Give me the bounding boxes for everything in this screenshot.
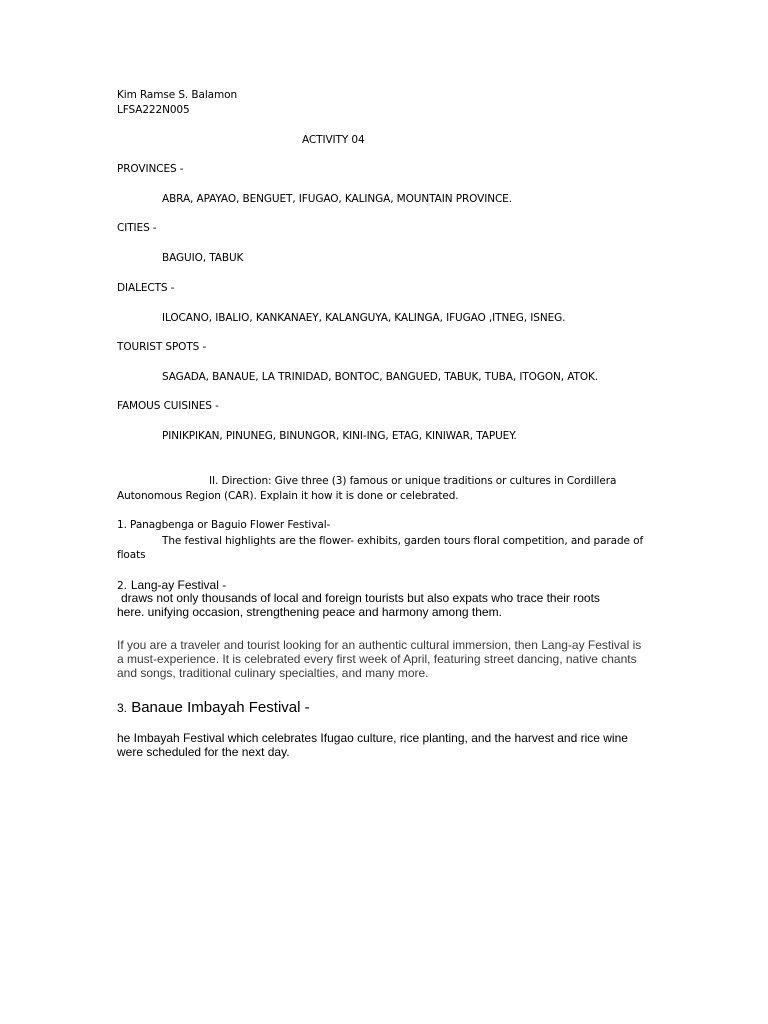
festival-2-heading: Lang-ay Festival - (130, 578, 227, 592)
cities-value: BAGUIO, TABUK (162, 252, 244, 264)
direction-line-2: Autonomous Region (CAR). Explain it how it is done or celebrated. (117, 490, 459, 502)
activity-title: ACTIVITY 04 (302, 134, 365, 146)
festival-3-line-2: were scheduled for the next day. (117, 745, 290, 759)
festival-1-line-2: floats (117, 549, 146, 561)
author-name: Kim Ramse S. Balamon (117, 89, 238, 101)
festival-2-paragraph-line-3: and songs, traditional culinary specialties, and many more. (117, 666, 429, 680)
festival-3-heading-row (117, 699, 310, 717)
festival-3-heading: Banaue Imbayah Festival - (131, 699, 310, 716)
tourist-spots-label: TOURIST SPOTS - (117, 341, 207, 353)
provinces-value: ABRA, APAYAO, BENGUET, IFUGAO, KALINGA, MOUNTAIN PROVINCE. (162, 193, 512, 205)
festival-1-line-1: The festival highlights are the flower- exhibits, garden tours floral competition, and parade of (162, 535, 644, 547)
provinces-label: PROVINCES - (117, 163, 184, 175)
cuisines-label: FAMOUS CUISINES - (117, 400, 219, 412)
tourist-spots-value: SAGADA, BANAUE, LA TRINIDAD, BONTOC, BANGUED, TABUK, TUBA, ITOGON, ATOK. (162, 371, 599, 383)
cities-label: CITIES - (117, 222, 157, 234)
festival-3-line-1: he Imbayah Festival which celebrates Ifugao culture, rice planting, and the harvest and rice wine (117, 731, 628, 745)
festival-2-paragraph-line-2: a must-experience. It is celebrated every first week of April, featuring street dancing, native chants (117, 652, 637, 666)
festival-2-line-2: here. unifying occasion, strengthening peace and harmony among them. (117, 605, 502, 619)
student-id: LFSA222N005 (117, 104, 190, 116)
dialects-value: ILOCANO, IBALIO, KANKANAEY, KALANGUYA, KALINGA, IFUGAO ,ITNEG, ISNEG. (162, 312, 566, 324)
festival-2-paragraph-line-1: If you are a traveler and tourist looking for an authentic cultural immersion, then Lang-ay Festival is (117, 638, 642, 652)
cuisines-value: PINIKPIKAN, PINUNEG, BINUNGOR, KINI-ING, ETAG, KINIWAR, TAPUEY. (162, 430, 517, 442)
festival-2-number: 2. (117, 580, 127, 592)
festival-1-heading: 1. Panagbenga or Baguio Flower Festival- (117, 519, 331, 531)
festival-3-number: 3. (117, 701, 128, 715)
direction-line-1: II. Direction: Give three (3) famous or unique traditions or cultures in Cordillera (209, 475, 617, 487)
dialects-label: DIALECTS - (117, 282, 175, 294)
festival-2-line-1: draws not only thousands of local and foreign tourists but also expats who trace their roots (121, 591, 600, 605)
